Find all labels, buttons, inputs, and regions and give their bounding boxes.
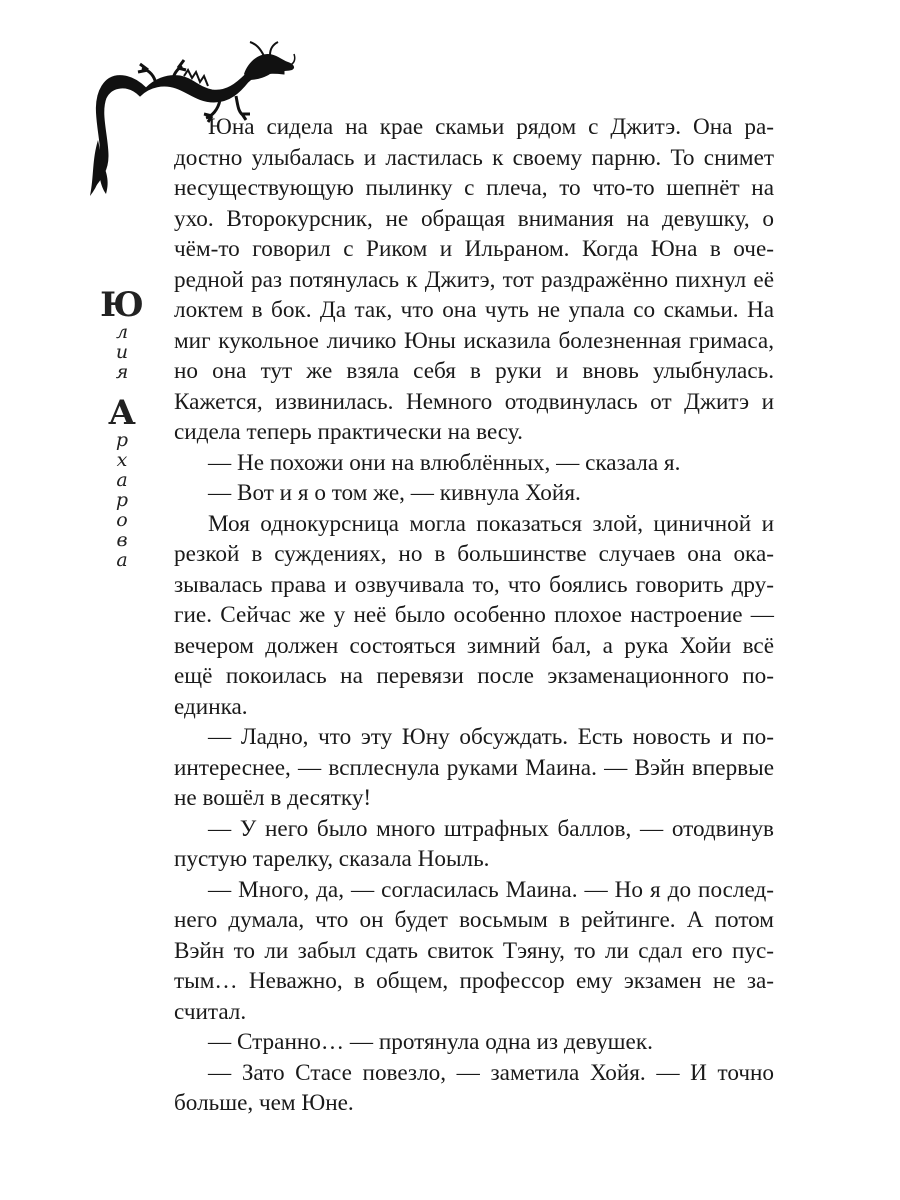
paragraph: Моя однокурсница могла показаться злой, циничной и резкой в суждениях, но в большинстве случаев она оказывалась права и озвучивала то, что боялись говорить другие. Сейчас же у неё было особенно плохое настроение — вечером должен состояться зимний бал, а рука Хойи всё ещё покоилась на перевязи после экзаменационного поединка. — [174, 510, 774, 720]
page-body-text — [174, 112, 774, 1119]
author-letter: я — [115, 361, 129, 383]
paragraph: Юна сидела на крае скамьи рядом с Джитэ. Она радостно улыбалась и ластилась к своему парню. То снимет несуществующую пылинку с плеча, то что-то шепнёт на ухо. Второкурсник, не обращая внимания на девушку, о чём-то говорил с Риком и Ильраном. Когда Юна в очередной раз потянулась к Джитэ, тот раздражённо пихнул её локтем в бок. Да так, что она чуть не упала со скамьи. На миг кукольное личико Юны исказила болезненная гримаса, но она тут же взяла себя в руки и вновь улыбнулась. Кажется, извинилась. Немного отодвинулась от Джитэ и сидела теперь практически на весу. — [174, 114, 774, 445]
author-letter: о — [116, 509, 128, 531]
paragraph: — Ладно, что эту Юну обсуждать. Есть новость и поинтереснее, — всплеснула руками Маина. — Вэйн впервые не вошёл в десятку! — [174, 724, 774, 811]
author-letter: и — [115, 341, 129, 363]
paragraph: — Зато Стасе повезло, — заметила Хойя. — И точно больше, чем Юне. — [174, 1059, 774, 1116]
author-letter: а — [116, 549, 128, 571]
author-letter: х — [116, 449, 128, 471]
author-letter: р — [115, 429, 129, 451]
paragraph: — Не похожи они на влюблённых, — сказала я. — [208, 449, 681, 476]
author-letter: р — [115, 489, 129, 511]
author-letter: А — [108, 393, 136, 433]
paragraph: — У него было много штрафных баллов, — отодвинув пустую тарелку, сказала Ноыль. — [174, 815, 774, 872]
author-letter: а — [116, 469, 128, 491]
author-name-vertical — [100, 285, 144, 571]
author-letter: Ю — [100, 285, 144, 325]
author-first-name — [100, 285, 144, 383]
author-last-name — [108, 393, 136, 571]
author-letter: л — [115, 321, 129, 343]
paragraph: — Странно… — протянула одна из девушек. — [208, 1029, 653, 1055]
author-letter: в — [116, 529, 128, 551]
paragraph: — Много, да, — согласилась Маина. — Но я до последнего думала, что он будет восьмым в рейтинге. А потом Вэйн то ли забыл сдать свиток Тэяну, то ли сдал его пустым… Неважно, в общем, профессор ему экзамен не засчитал. — [174, 876, 774, 1025]
paragraph: — Вот и я о том же, — кивнула Хойя. — [208, 480, 581, 506]
